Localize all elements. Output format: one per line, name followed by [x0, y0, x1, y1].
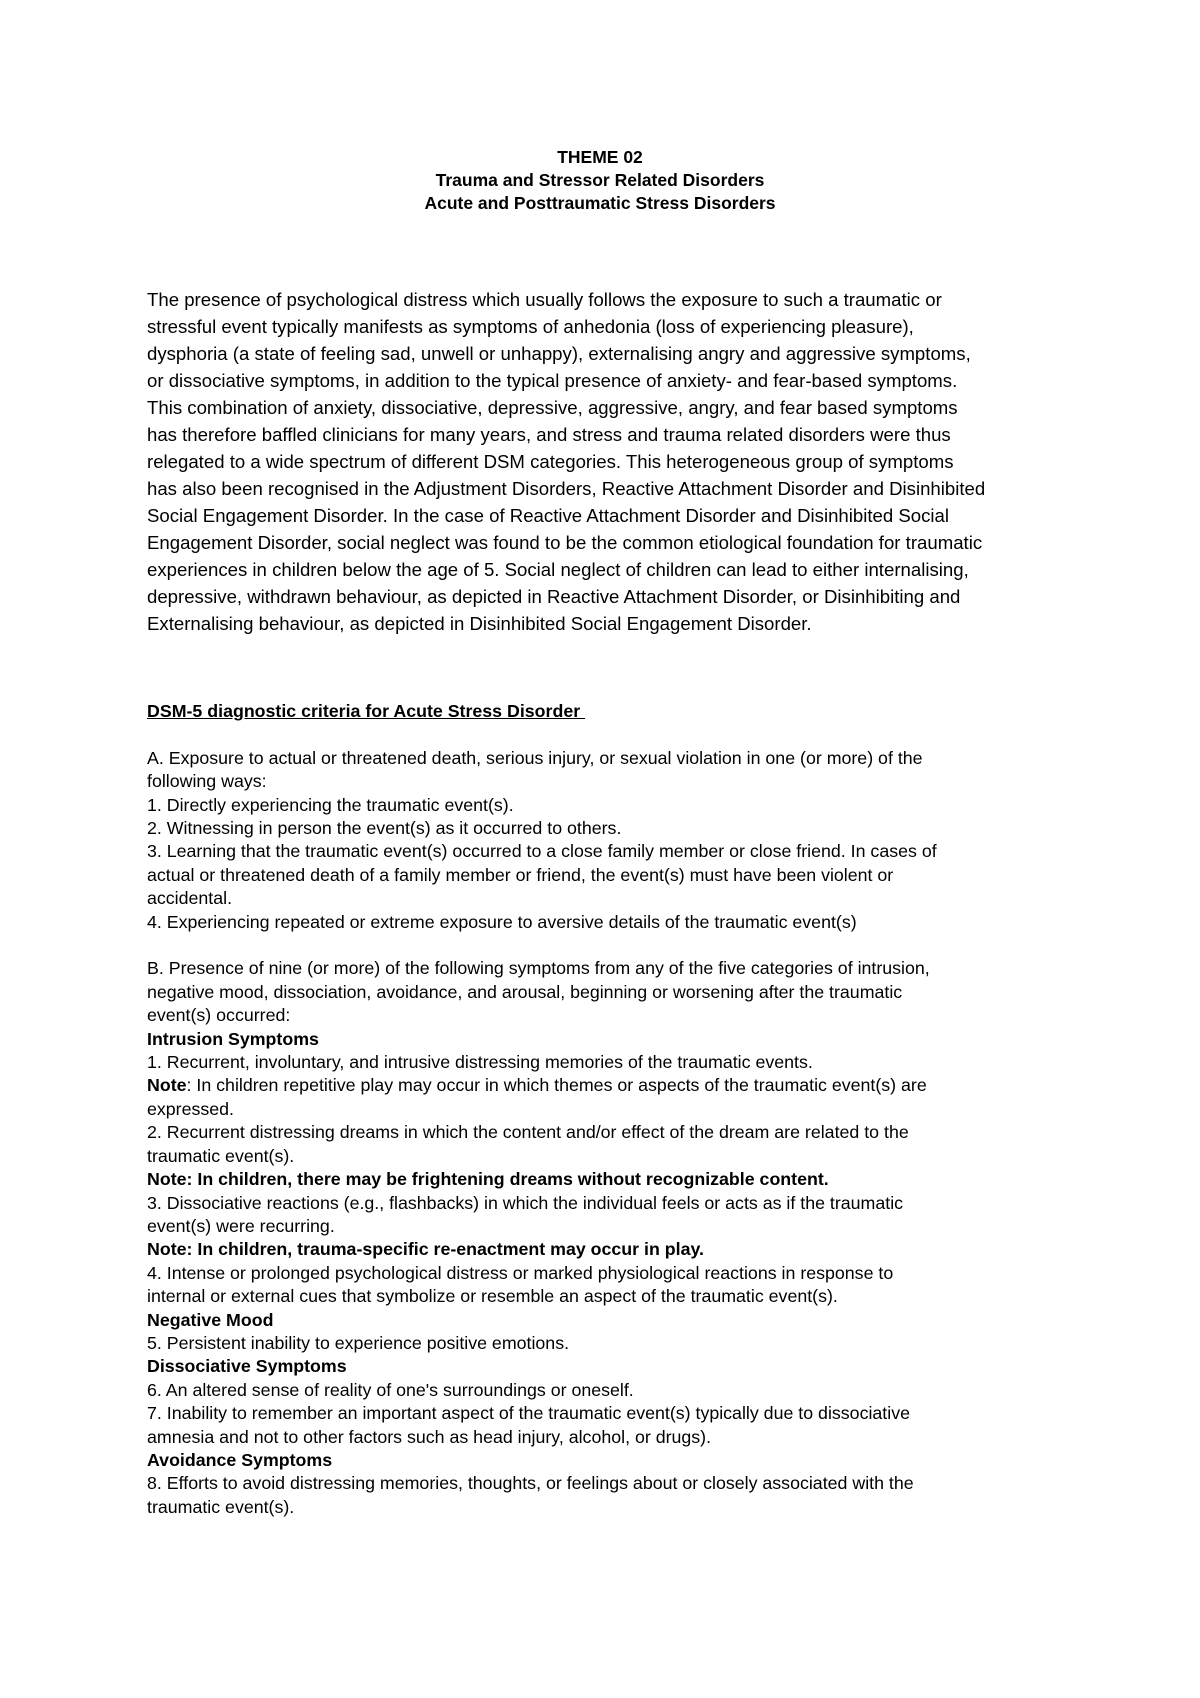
intro-line: This combination of anxiety, dissociative, depressive, aggressive, angry, and fear based symptoms [147, 397, 958, 418]
intro-line: Externalising behaviour, as depicted in Disinhibited Social Engagement Disorder. [147, 613, 812, 634]
intro-paragraph [147, 286, 1067, 637]
criterion-a-line: 3. Learning that the traumatic event(s) occurred to a close family member or close friend. In cases of [147, 841, 937, 862]
symptom-item-3: 3. Dissociative reactions (e.g., flashbacks) in which the individual feels or acts as if the traumatic [147, 1192, 904, 1213]
symptom-item-2: 2. Recurrent distressing dreams in which the content and/or effect of the dream are related to the [147, 1122, 909, 1143]
symptom-item-4-cont: internal or external cues that symbolize or resemble an aspect of the traumatic event(s). [147, 1286, 838, 1307]
note-line [147, 1074, 1067, 1097]
criterion-b-line: event(s) occurred: [147, 1005, 291, 1026]
bold-note-reenactment: Note: In children, trauma-specific re-enactment may occur in play. [147, 1239, 704, 1260]
intro-line: Engagement Disorder, social neglect was found to be the common etiological foundation for traumatic [147, 532, 983, 553]
avoidance-symptoms-heading: Avoidance Symptoms [147, 1449, 333, 1470]
intro-line: or dissociative symptoms, in addition to the typical presence of anxiety- and fear-based symptoms. [147, 370, 958, 391]
theme-subtitle-2: Acute and Posttraumatic Stress Disorders [424, 193, 776, 213]
dissociative-symptoms-heading: Dissociative Symptoms [147, 1356, 347, 1377]
section-title: DSM-5 diagnostic criteria for Acute Stress Disorder [147, 701, 586, 721]
symptom-item-3-cont: event(s) were recurring. [147, 1215, 335, 1236]
criterion-b-line: negative mood, dissociation, avoidance, and arousal, beginning or worsening after the traumatic [147, 981, 903, 1002]
intro-line: Social Engagement Disorder. In the case of Reactive Attachment Disorder and Disinhibited Social [147, 505, 950, 526]
bold-note-dreams: Note: In children, there may be frightening dreams without recognizable content. [147, 1169, 829, 1190]
intro-line: depressive, withdrawn behaviour, as depicted in Reactive Attachment Disorder, or Disinhibiting and [147, 586, 961, 607]
intrusion-symptoms-heading: Intrusion Symptoms [147, 1028, 319, 1049]
criterion-a-line: 1. Directly experiencing the traumatic event(s). [147, 794, 514, 815]
criterion-a-line: following ways: [147, 771, 267, 792]
intro-line: relegated to a wide spectrum of different DSM categories. This heterogeneous group of symptoms [147, 451, 954, 472]
intro-line: stressful event typically manifests as symptoms of anhedonia (loss of experiencing pleasure), [147, 316, 914, 337]
intro-line: experiences in children below the age of 5. Social neglect of children can lead to either internalising, [147, 559, 969, 580]
symptom-item-5: 5. Persistent inability to experience positive emotions. [147, 1332, 570, 1353]
theme-subtitle-1: Trauma and Stressor Related Disorders [435, 170, 765, 190]
symptom-item-4: 4. Intense or prolonged psychological distress or marked physiological reactions in response to [147, 1262, 894, 1283]
symptom-item-7-cont: amnesia and not to other factors such as head injury, alcohol, or drugs). [147, 1426, 712, 1447]
criterion-a-line: accidental. [147, 888, 233, 909]
symptom-item-2-cont: traumatic event(s). [147, 1145, 295, 1166]
theme-label: THEME 02 [557, 147, 643, 167]
criterion-a-line: actual or threatened death of a family member or friend, the event(s) must have been violent or [147, 864, 894, 885]
intro-line: dysphoria (a state of feeling sad, unwell or unhappy), externalising angry and aggressive symptoms, [147, 343, 971, 364]
symptom-item-1: 1. Recurrent, involuntary, and intrusive distressing memories of the traumatic events. [147, 1052, 813, 1073]
negative-mood-heading: Negative Mood [147, 1309, 274, 1330]
intro-line: The presence of psychological distress which usually follows the exposure to such a traumatic or [147, 289, 942, 310]
note-text: : In children repetitive play may occur in which themes or aspects of the traumatic event(s) are [186, 1075, 927, 1096]
intro-line: has also been recognised in the Adjustment Disorders, Reactive Attachment Disorder and Disinhibited [147, 478, 986, 499]
criterion-b-line: B. Presence of nine (or more) of the following symptoms from any of the five categories of intrusion, [147, 958, 930, 979]
symptom-item-8: 8. Efforts to avoid distressing memories, thoughts, or feelings about or closely associated with the [147, 1473, 914, 1494]
criterion-a-line: 4. Experiencing repeated or extreme exposure to aversive details of the traumatic event(s) [147, 911, 857, 932]
symptom-item-6: 6. An altered sense of reality of one's surroundings or oneself. [147, 1379, 634, 1400]
symptom-item-8-cont: traumatic event(s). [147, 1496, 295, 1517]
document-heading [0, 146, 1200, 215]
criteria-section [147, 700, 1067, 1519]
note-label: Note [147, 1075, 187, 1096]
criterion-a-line: A. Exposure to actual or threatened death, serious injury, or sexual violation in one (or more) of the [147, 747, 923, 768]
criterion-a-line: 2. Witnessing in person the event(s) as it occurred to others. [147, 818, 622, 839]
symptom-item-7: 7. Inability to remember an important aspect of the traumatic event(s) typically due to dissociative [147, 1403, 910, 1424]
intro-line: has therefore baffled clinicians for many years, and stress and trauma related disorders were thus [147, 424, 951, 445]
note-continuation: expressed. [147, 1098, 234, 1119]
